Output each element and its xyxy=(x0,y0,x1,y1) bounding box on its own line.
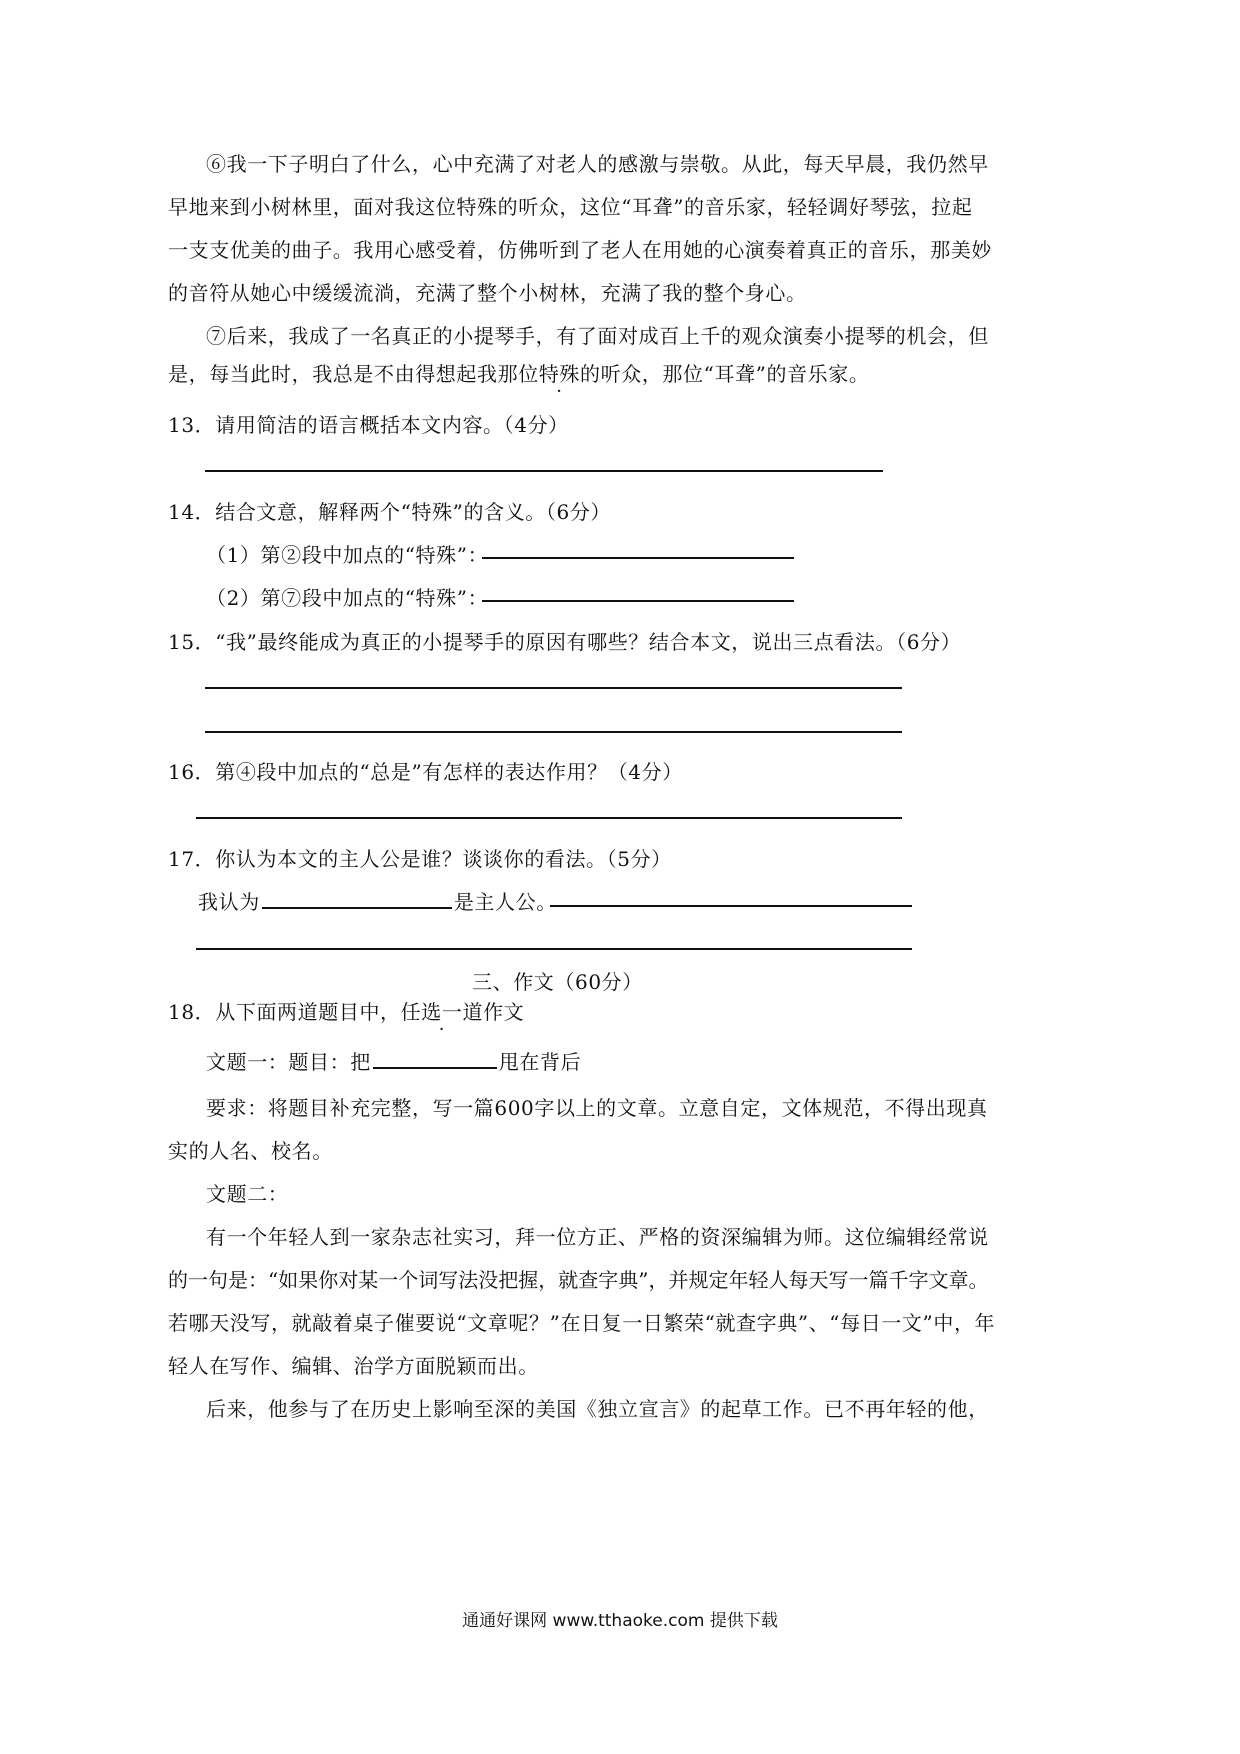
section-title-composition: 三、作文（60分） xyxy=(472,970,643,994)
question-17: 17．你认为本文的主人公是谁？谈谈你的看法。（5分） xyxy=(168,847,672,871)
topic-one-requirement-line-1: 要求：将题目补充完整，写一篇600字以上的文章。立意自定，文体规范，不得出现真 xyxy=(206,1096,988,1120)
passage-p6-line-4: 的音符从她心中缓缓流淌，充满了整个小树林，充满了我的整个身心。 xyxy=(168,281,807,305)
topic-one-requirement-line-2: 实的人名、校名。 xyxy=(168,1139,333,1163)
answer-line-q14-1[interactable] xyxy=(482,557,794,559)
question-17-answer-prompt: 我认为 是主人公。 xyxy=(198,886,557,915)
answer-line-q13[interactable] xyxy=(205,470,883,472)
topic-two-text-line-3: 若哪天没写，就敲着桌子催要说“文章呢？”在日复一日繁荣“就查字典”、“每日一文”中，年 xyxy=(168,1311,996,1335)
question-15: 15．“我”最终能成为真正的小提琴手的原因有哪些？结合本文，说出三点看法。（6分） xyxy=(168,630,962,654)
answer-blank-title[interactable] xyxy=(373,1047,497,1069)
answer-line-q15-1[interactable] xyxy=(205,687,902,689)
topic-two-label: 文题二： xyxy=(206,1182,289,1206)
question-16: 16．第④段中加点的“总是”有怎样的表达作用？（4分） xyxy=(168,760,683,784)
topic-two-text-line-4: 轻人在写作、编辑、治学方面脱颖而出。 xyxy=(168,1354,539,1378)
passage-p7-line-1: ⑦后来，我成了一名真正的小提琴手，有了面对成百上千的观众演奏小提琴的机会，但 xyxy=(206,324,989,348)
page-footer: 通通好课网 www.tthaoke.com 提供下载 xyxy=(462,1611,778,1631)
topic-two-text-line-2: 的一句是：“如果你对某一个词写法没把握，就查字典”，并规定年轻人每天写一篇千字文章。 xyxy=(168,1268,989,1292)
question-14: 14．结合文意，解释两个“特殊”的含义。（6分） xyxy=(168,500,612,524)
topic-one: 文题一：题目：把 甩在背后 xyxy=(206,1046,581,1075)
answer-line-q17-2[interactable] xyxy=(196,948,912,950)
question-14-part-1: （1）第②段中加点的“特殊”： xyxy=(206,543,489,567)
topic-two-text-line-5: 后来，他参与了在历史上影响至深的美国《独立宣言》的起草工作。已不再年轻的他， xyxy=(206,1397,989,1421)
topic-two-text-line-1: 有一个年轻人到一家杂志社实习，拜一位方正、严格的资深编辑为师。这位编辑经常说 xyxy=(206,1225,989,1249)
answer-line-q17-reason[interactable] xyxy=(550,905,912,907)
dotted-word-teshu: 特殊 xyxy=(538,362,581,386)
answer-line-q16[interactable] xyxy=(196,817,902,819)
question-14-part-2: （2）第⑦段中加点的“特殊”： xyxy=(206,586,489,610)
passage-p6-line-1: ⑥我一下子明白了什么，心中充满了对老人的感激与崇敬。从此，每天早晨，我仍然早 xyxy=(206,152,989,176)
question-13: 13．请用简洁的语言概括本文内容。（4分） xyxy=(168,413,569,437)
question-18: 18．从下面两道题目中，任选一道作文 xyxy=(168,1000,525,1024)
dotted-word-renxuan: 任选一道 xyxy=(400,1000,484,1024)
answer-line-q15-2[interactable] xyxy=(205,731,902,733)
passage-p6-line-2: 早地来到小树林里，面对我这位特殊的听众，这位“耳聋”的音乐家，轻轻调好琴弦，拉起 xyxy=(168,195,973,219)
answer-line-q14-2[interactable] xyxy=(482,600,794,602)
passage-p7-line-2: 是，每当此时，我总是不由得想起我那位特殊的听众，那位“耳聋”的音乐家。 xyxy=(168,362,870,386)
answer-blank-protagonist[interactable] xyxy=(262,887,452,909)
passage-p6-line-3: 一支支优美的曲子。我用心感受着，仿佛听到了老人在用她的心演奏着真正的音乐，那美妙 xyxy=(168,238,992,262)
